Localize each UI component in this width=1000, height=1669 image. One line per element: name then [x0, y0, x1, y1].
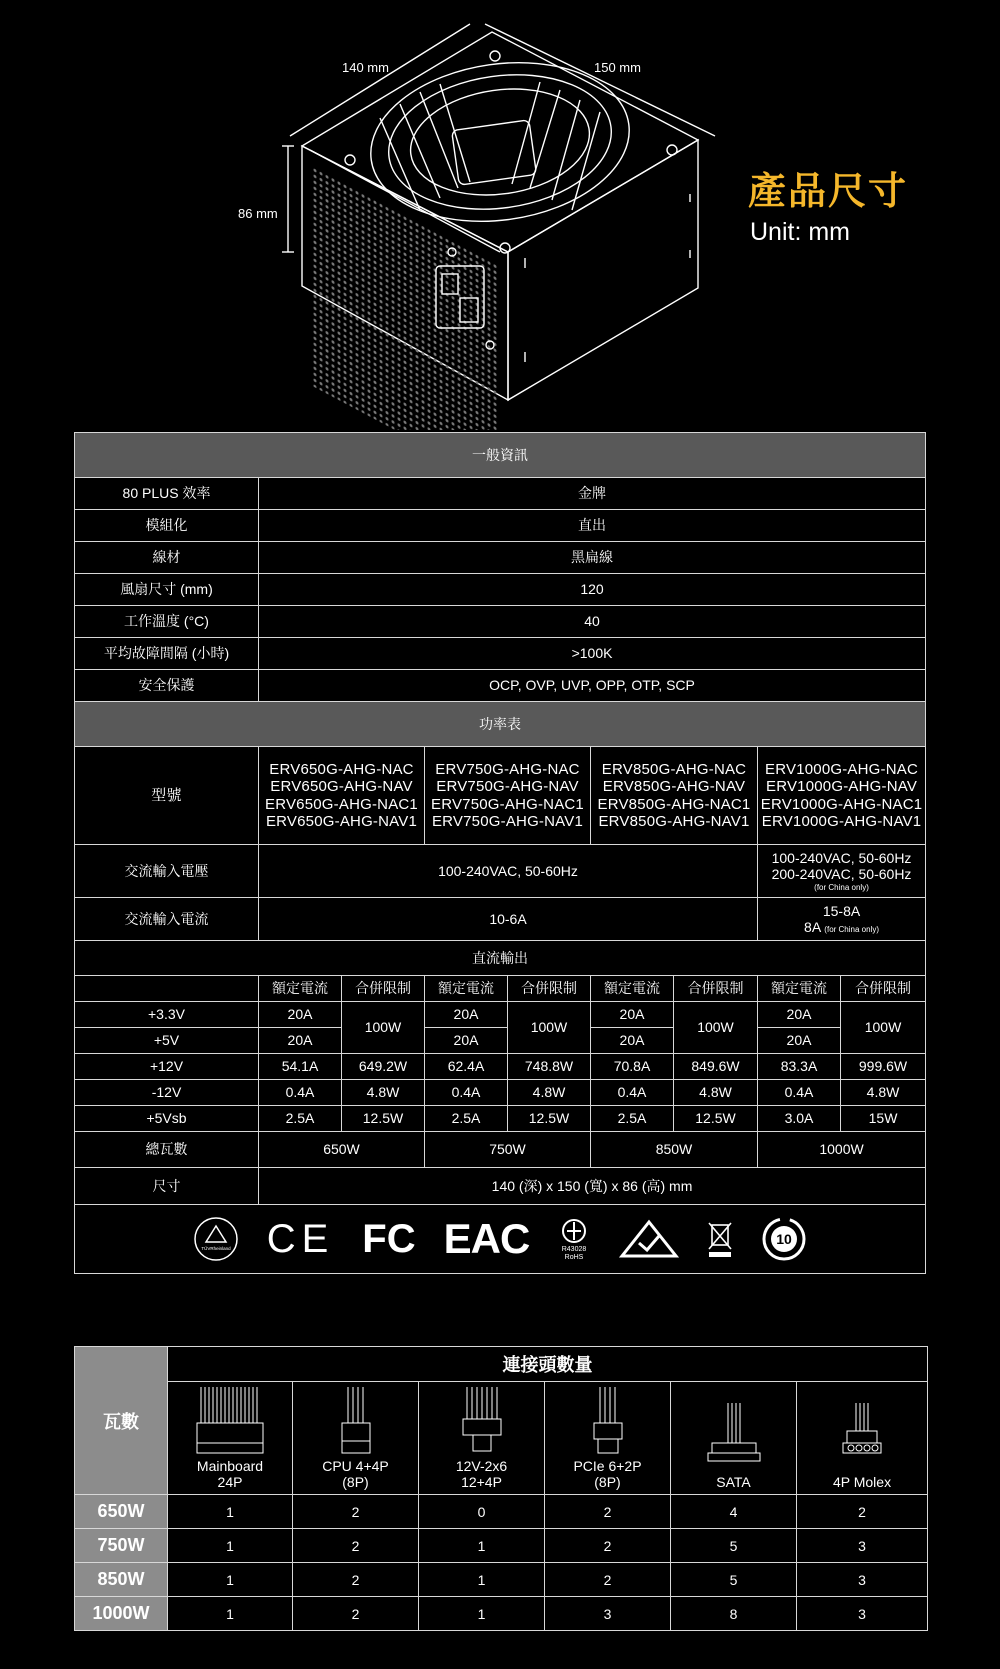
cell: 2.5A	[591, 1106, 674, 1132]
model-cell-750: ERV750G-AHG-NAC ERV750G-AHG-NAV ERV750G-AHG-NAC1 ERV750G-AHG-NAV1	[425, 747, 591, 845]
row-label: 模組化	[75, 510, 259, 542]
cell: 748.8W	[508, 1054, 591, 1080]
cell: 100W	[508, 1002, 591, 1054]
rohs-mark-icon	[557, 1217, 591, 1261]
cell: 100W	[841, 1002, 926, 1054]
row-value: 金牌	[259, 478, 926, 510]
cell: 20A	[425, 1002, 508, 1028]
combined-header: 合併限制	[841, 976, 926, 1002]
row-value: OCP, OVP, UVP, OPP, OTP, SCP	[259, 670, 926, 702]
count-cell: 2	[293, 1529, 419, 1563]
cell: 62.4A	[425, 1054, 508, 1080]
count-cell: 2	[293, 1597, 419, 1631]
rail-label: +5V	[75, 1028, 259, 1054]
cell: 20A	[758, 1028, 841, 1054]
connector-12v-2x6	[419, 1382, 545, 1495]
cell: 649.2W	[342, 1054, 425, 1080]
cell: 54.1A	[259, 1054, 342, 1080]
cell: 0.4A	[591, 1080, 674, 1106]
spec-table	[74, 432, 926, 1274]
count-cell: 2	[545, 1529, 671, 1563]
row-label: 風扇尺寸 (mm)	[75, 574, 259, 606]
connector-molex	[797, 1382, 928, 1495]
connector-count-title: 連接頭數量	[168, 1347, 928, 1382]
count-cell: 0	[419, 1495, 545, 1529]
count-cell: 2	[545, 1495, 671, 1529]
height-dimension: 86 mm	[238, 206, 278, 221]
svg-text:R43028: R43028	[562, 1246, 587, 1253]
row-label: 80 PLUS 效率	[75, 478, 259, 510]
psu-line-drawing	[0, 0, 1000, 430]
wattage-row-label: 1000W	[75, 1597, 168, 1631]
connector-cpu	[293, 1382, 419, 1495]
rail-label: +12V	[75, 1054, 259, 1080]
cell: 20A	[591, 1028, 674, 1054]
model-cell-850: ERV850G-AHG-NAC ERV850G-AHG-NAV ERV850G-AHG-NAC1 ERV850G-AHG-NAV1	[591, 747, 758, 845]
model-label: 型號	[75, 747, 259, 845]
cell: 20A	[259, 1028, 342, 1054]
count-cell: 3	[545, 1597, 671, 1631]
cell: 100W	[674, 1002, 758, 1054]
ac-current-1000: 15-8A 8A (for China only)	[758, 898, 926, 941]
model-cell-650: ERV650G-AHG-NAC ERV650G-AHG-NAV ERV650G-AHG-NAC1 ERV650G-AHG-NAV1	[259, 747, 425, 845]
fcc-mark-icon: FC	[362, 1217, 416, 1261]
rated-header: 額定電流	[758, 976, 841, 1002]
count-cell: 1	[419, 1529, 545, 1563]
cell: 4.8W	[508, 1080, 591, 1106]
blank-cell	[75, 976, 259, 1002]
count-cell: 5	[671, 1529, 797, 1563]
count-cell: 1	[168, 1597, 293, 1631]
count-cell: 8	[671, 1597, 797, 1631]
cell: 2.5A	[425, 1106, 508, 1132]
row-value: 直出	[259, 510, 926, 542]
row-label: 線材	[75, 542, 259, 574]
wattage-row-label: 750W	[75, 1529, 168, 1563]
cell: 0.4A	[758, 1080, 841, 1106]
cpu-connector-icon	[336, 1387, 376, 1455]
sata-connector-icon	[704, 1403, 764, 1471]
rated-header: 額定電流	[259, 976, 342, 1002]
section-heading: 產品尺寸	[748, 169, 909, 213]
cell: 12.5W	[508, 1106, 591, 1132]
svg-text:TÜVRheinland: TÜVRheinland	[201, 1246, 231, 1251]
cell: 4.8W	[674, 1080, 758, 1106]
count-cell: 4	[671, 1495, 797, 1529]
size-value: 140 (深) x 150 (寬) x 86 (高) mm	[259, 1168, 926, 1205]
connector-mainboard	[168, 1382, 293, 1495]
svg-text:RoHS: RoHS	[564, 1254, 584, 1261]
rcm-mark-icon	[619, 1219, 679, 1259]
cell: 20A	[425, 1028, 508, 1054]
wattage-header: 瓦數	[75, 1347, 168, 1495]
connector-name: 12V-2x6 12+4P	[455, 1457, 508, 1490]
eac-mark-icon: EAC	[443, 1214, 530, 1262]
unit-label: Unit: mm	[750, 218, 850, 246]
connector-name: Mainboard 24P	[196, 1457, 264, 1490]
cell: 12.5W	[342, 1106, 425, 1132]
cell: 20A	[259, 1002, 342, 1028]
total-cell: 1000W	[758, 1132, 926, 1168]
count-cell: 1	[419, 1563, 545, 1597]
row-label: 平均故障間隔 (小時)	[75, 638, 259, 670]
ac-voltage-value: 100-240VAC, 50-60Hz	[259, 845, 758, 898]
ce-mark-icon: CE	[266, 1217, 335, 1261]
cell: 3.0A	[758, 1106, 841, 1132]
cell: 0.4A	[425, 1080, 508, 1106]
size-label: 尺寸	[75, 1168, 259, 1205]
cell: 999.6W	[841, 1054, 926, 1080]
cell: 15W	[841, 1106, 926, 1132]
rail-label: +3.3V	[75, 1002, 259, 1028]
connector-table	[74, 1346, 928, 1631]
dc-output-header: 直流輸出	[75, 941, 926, 976]
row-value: 黑扁線	[259, 542, 926, 574]
tuv-logo-icon	[193, 1216, 239, 1262]
cell: 4.8W	[342, 1080, 425, 1106]
cell: 849.6W	[674, 1054, 758, 1080]
cell: 12.5W	[674, 1106, 758, 1132]
rated-header: 額定電流	[425, 976, 508, 1002]
total-cell: 750W	[425, 1132, 591, 1168]
connector-name: PCIe 6+2P (8P)	[573, 1457, 642, 1490]
combined-header: 合併限制	[342, 976, 425, 1002]
cell: 4.8W	[841, 1080, 926, 1106]
combined-header: 合併限制	[674, 976, 758, 1002]
count-cell: 1	[168, 1495, 293, 1529]
total-label: 總瓦數	[75, 1132, 259, 1168]
cell: 20A	[758, 1002, 841, 1028]
ac-voltage-1000: 100-240VAC, 50-60Hz 200-240VAC, 50-60Hz (for China only)	[758, 845, 926, 898]
count-cell: 2	[293, 1563, 419, 1597]
cell: 0.4A	[259, 1080, 342, 1106]
count-cell: 1	[168, 1529, 293, 1563]
connector-name: SATA	[716, 1473, 751, 1490]
wattage-row-label: 650W	[75, 1495, 168, 1529]
model-cell-1000: ERV1000G-AHG-NAC ERV1000G-AHG-NAV ERV1000G-AHG-NAC1 ERV1000G-AHG-NAV1	[758, 747, 926, 845]
ac-current-value: 10-6A	[259, 898, 758, 941]
row-value: >100K	[259, 638, 926, 670]
connector-pcie	[545, 1382, 671, 1495]
depth-dimension: 140 mm	[342, 60, 389, 75]
general-info-header: 一般資訊	[75, 433, 926, 478]
count-cell: 2	[293, 1495, 419, 1529]
count-cell: 3	[797, 1597, 928, 1631]
ac-voltage-label: 交流輸入電壓	[75, 845, 259, 898]
row-value: 40	[259, 606, 926, 638]
count-cell: 2	[797, 1495, 928, 1529]
cell: 2.5A	[259, 1106, 342, 1132]
count-cell: 3	[797, 1529, 928, 1563]
count-cell: 2	[545, 1563, 671, 1597]
combined-header: 合併限制	[508, 976, 591, 1002]
power-table-header: 功率表	[75, 702, 926, 747]
rated-header: 額定電流	[591, 976, 674, 1002]
pcie-connector-icon	[588, 1387, 628, 1455]
count-cell: 3	[797, 1563, 928, 1597]
count-cell: 1	[168, 1563, 293, 1597]
epup-10-icon	[761, 1216, 807, 1262]
count-cell: 1	[419, 1597, 545, 1631]
cell: 70.8A	[591, 1054, 674, 1080]
row-label: 安全保護	[75, 670, 259, 702]
row-value: 120	[259, 574, 926, 606]
total-cell: 850W	[591, 1132, 758, 1168]
width-dimension: 150 mm	[594, 60, 641, 75]
svg-text:10: 10	[776, 1231, 793, 1247]
connector-name: CPU 4+4P (8P)	[322, 1457, 389, 1490]
ac-current-label: 交流輸入電流	[75, 898, 259, 941]
cell: 20A	[591, 1002, 674, 1028]
rail-label: +5Vsb	[75, 1106, 259, 1132]
cell: 100W	[342, 1002, 425, 1054]
product-dimensions-section	[0, 0, 1000, 430]
count-cell: 5	[671, 1563, 797, 1597]
connector-name: 4P Molex	[832, 1473, 892, 1490]
mainboard-connector-icon	[193, 1387, 267, 1455]
12v-2x6-connector-icon	[457, 1387, 507, 1455]
rail-label: -12V	[75, 1080, 259, 1106]
cell: 83.3A	[758, 1054, 841, 1080]
row-label: 工作溫度 (°C)	[75, 606, 259, 638]
wattage-row-label: 850W	[75, 1563, 168, 1597]
total-cell: 650W	[259, 1132, 425, 1168]
connector-sata	[671, 1382, 797, 1495]
weee-bin-icon	[707, 1219, 733, 1259]
molex-connector-icon	[839, 1403, 885, 1471]
certification-row	[75, 1205, 926, 1274]
